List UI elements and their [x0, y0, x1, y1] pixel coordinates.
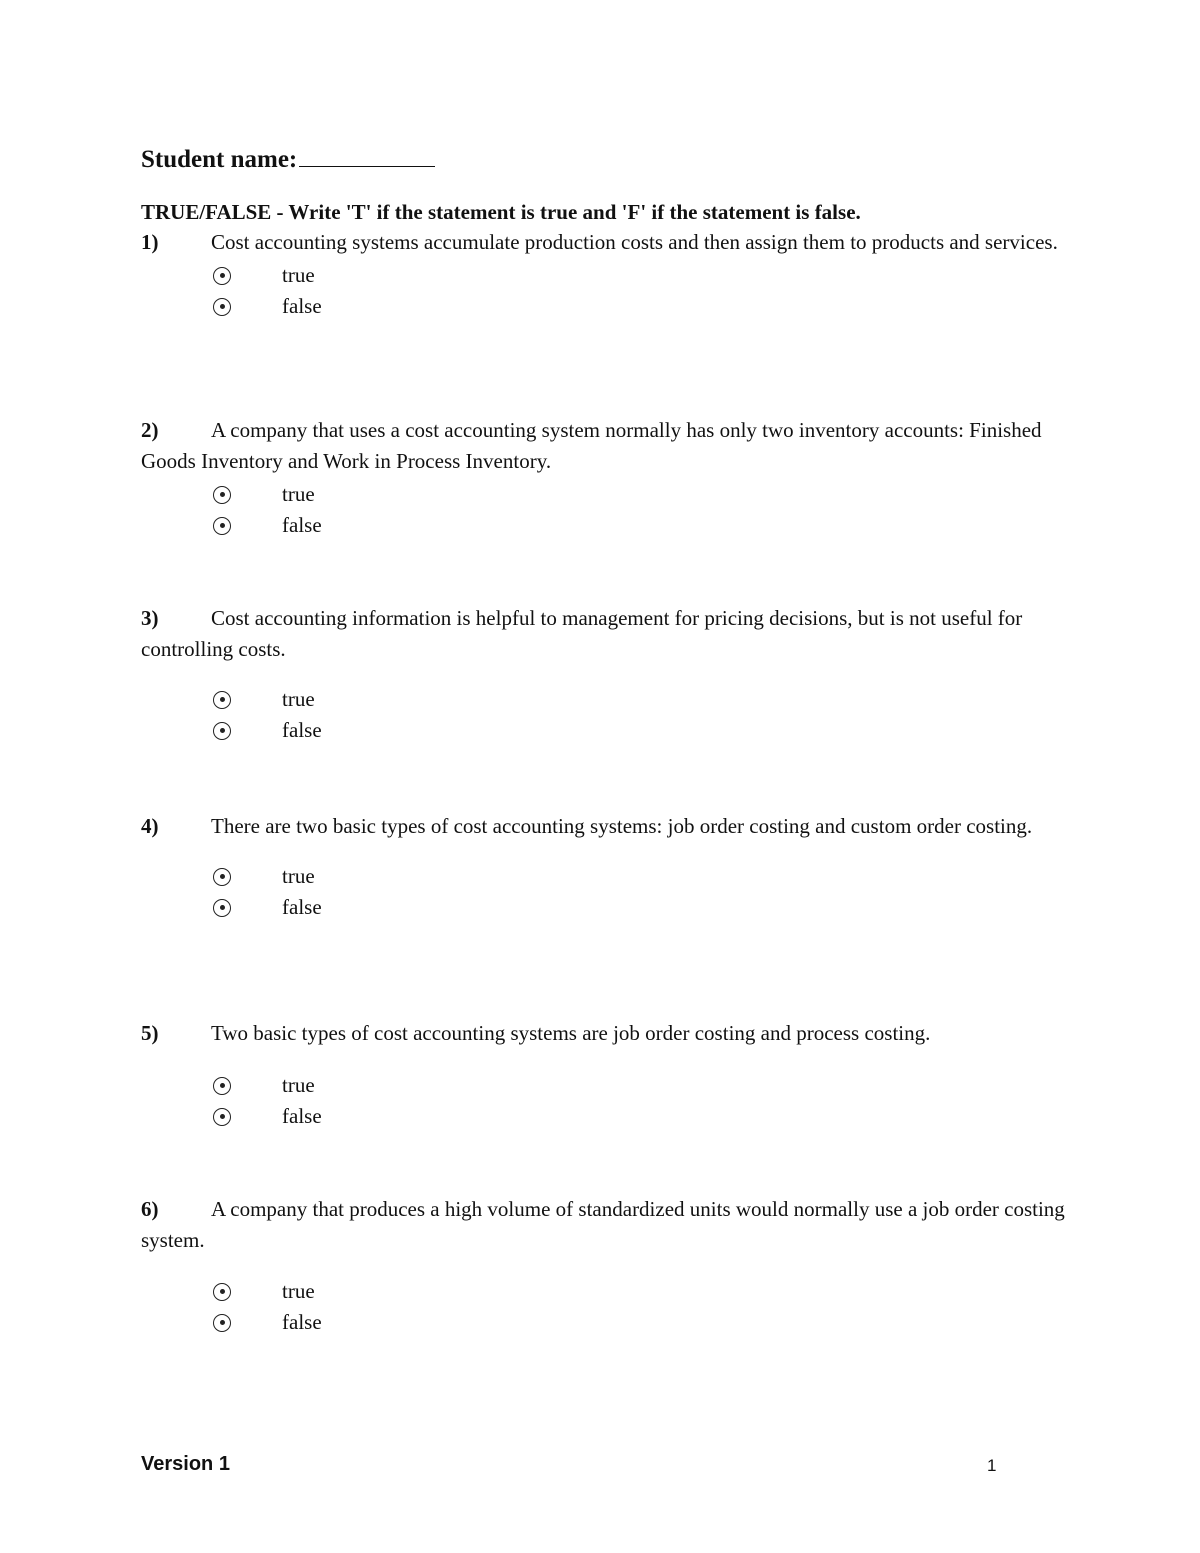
radio-button-icon[interactable]: [213, 1108, 231, 1126]
option-true[interactable]: [213, 260, 1066, 291]
question-text: [141, 1194, 1066, 1256]
answer-options: [213, 479, 1066, 541]
radio-button-icon[interactable]: [213, 899, 231, 917]
question-2: [141, 415, 1066, 541]
option-true[interactable]: [213, 684, 1066, 715]
radio-button-icon[interactable]: [213, 486, 231, 504]
radio-button-icon[interactable]: [213, 722, 231, 740]
option-label: false: [282, 1310, 322, 1334]
option-true[interactable]: [213, 1070, 1066, 1101]
footer-version: Version 1: [141, 1453, 230, 1475]
option-true[interactable]: [213, 861, 1066, 892]
question-text: [141, 227, 1066, 258]
question-text: [141, 811, 1066, 842]
radio-button-icon[interactable]: [213, 868, 231, 886]
radio-button-icon[interactable]: [213, 1077, 231, 1095]
question-5: [141, 1018, 1066, 1132]
option-label: true: [282, 687, 315, 711]
answer-options: [213, 861, 1066, 923]
option-false[interactable]: [213, 892, 1066, 923]
option-label: false: [282, 895, 322, 919]
option-label: true: [282, 263, 315, 287]
question-text: [141, 415, 1066, 477]
question-number: 1): [141, 230, 159, 254]
option-label: false: [282, 294, 322, 318]
option-label: true: [282, 1279, 315, 1303]
question-statement: Cost accounting information is helpful to management for pricing decisions, but is not useful for controlling costs.: [141, 606, 1023, 661]
option-true[interactable]: [213, 479, 1066, 510]
option-label: false: [282, 513, 322, 537]
radio-button-icon[interactable]: [213, 267, 231, 285]
radio-button-icon[interactable]: [213, 691, 231, 709]
radio-button-icon[interactable]: [213, 1283, 231, 1301]
question-number: 2): [141, 418, 159, 442]
question-3: [141, 603, 1066, 746]
option-false[interactable]: [213, 715, 1066, 746]
question-1: [141, 227, 1066, 322]
page-number: 1: [987, 1456, 997, 1475]
question-statement: Two basic types of cost accounting systems are job order costing and process costing.: [211, 1021, 931, 1045]
question-statement: There are two basic types of cost accounting systems: job order costing and custom order costing.: [211, 814, 1033, 838]
radio-button-icon[interactable]: [213, 1314, 231, 1332]
question-text: [141, 1018, 1066, 1049]
radio-button-icon[interactable]: [213, 517, 231, 535]
answer-options: [213, 1070, 1066, 1132]
question-text: [141, 603, 1066, 665]
question-number: 3): [141, 606, 159, 630]
option-label: true: [282, 482, 315, 506]
question-statement: A company that uses a cost accounting system normally has only two inventory accounts: Finished Goods Inventory and Work in Process Inventory.: [141, 418, 1042, 473]
option-label: true: [282, 1073, 315, 1097]
question-statement: Cost accounting systems accumulate production costs and then assign them to products and services.: [211, 230, 1058, 254]
answer-options: [213, 260, 1066, 322]
answer-options: [213, 684, 1066, 746]
student-name-line: [141, 142, 435, 176]
option-label: false: [282, 1104, 322, 1128]
option-label: false: [282, 718, 322, 742]
option-label: true: [282, 864, 315, 888]
option-false[interactable]: [213, 1307, 1066, 1338]
question-number: 4): [141, 814, 159, 838]
radio-button-icon[interactable]: [213, 298, 231, 316]
option-false[interactable]: [213, 291, 1066, 322]
student-name-label: Student name:: [141, 146, 298, 173]
question-statement: A company that produces a high volume of standardized units would normally use a job order costing system.: [141, 1197, 1065, 1252]
option-false[interactable]: [213, 510, 1066, 541]
student-name-blank[interactable]: [299, 142, 435, 167]
instructions: TRUE/FALSE - Write 'T' if the statement is true and 'F' if the statement is false.: [141, 200, 861, 224]
answer-options: [213, 1276, 1066, 1338]
question-number: 6): [141, 1197, 159, 1221]
option-true[interactable]: [213, 1276, 1066, 1307]
question-6: [141, 1194, 1066, 1338]
option-false[interactable]: [213, 1101, 1066, 1132]
question-number: 5): [141, 1021, 159, 1045]
question-4: [141, 811, 1066, 923]
